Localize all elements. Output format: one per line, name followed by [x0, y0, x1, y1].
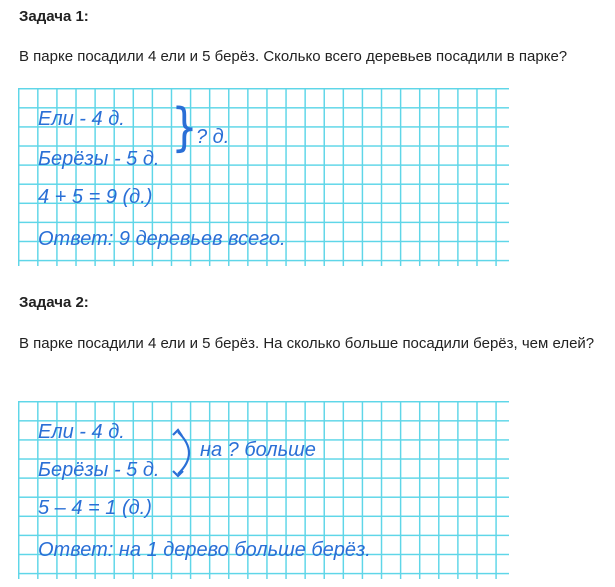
task2-answer: Ответ: на 1 дерево больше берёз.	[38, 539, 371, 561]
task2-arc-label: на ? больше	[200, 439, 316, 461]
task1-answer: Ответ: 9 деревьев всего.	[38, 228, 286, 250]
task1-grid	[18, 88, 509, 266]
task1-brace-icon: }	[171, 98, 198, 158]
task2-equation: 5 – 4 = 1 (д.)	[38, 497, 152, 519]
task2-heading: Задача 2:	[19, 294, 89, 311]
task1-brace-label: ? д.	[196, 126, 230, 148]
task2-line1: Ели - 4 д.	[38, 421, 125, 443]
task2-arc-arrow-icon	[170, 426, 200, 481]
task1-line1: Ели - 4 д.	[38, 108, 125, 130]
task2-text: В парке посадили 4 ели и 5 берёз. На сколько больше посадили берёз, чем елей?	[19, 335, 595, 352]
task2-line2: Берёзы - 5 д.	[38, 459, 160, 481]
task1-text: В парке посадили 4 ели и 5 берёз. Сколько всего деревьев посадили в парке?	[19, 48, 568, 65]
task1-equation: 4 + 5 = 9 (д.)	[38, 186, 153, 208]
task1-heading: Задача 1:	[19, 8, 89, 25]
task1-line2: Берёзы - 5 д.	[38, 148, 160, 170]
task2-grid	[18, 401, 509, 579]
